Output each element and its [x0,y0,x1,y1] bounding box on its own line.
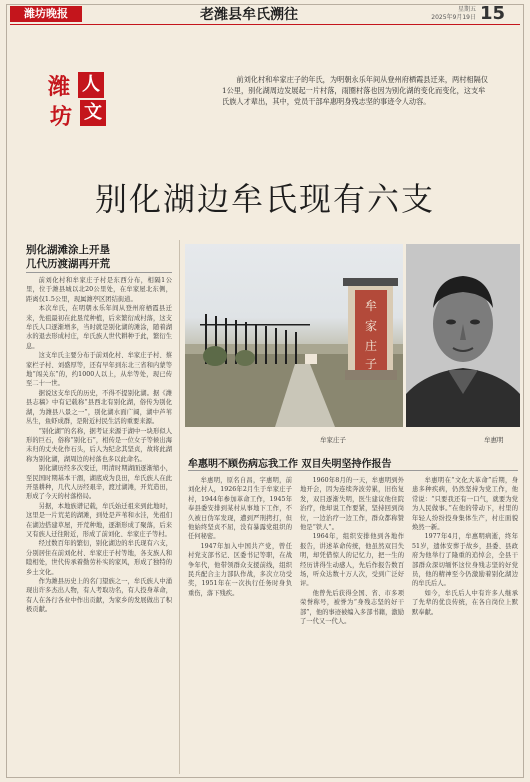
right-paragraph: 牟惠明，原名自昌，字惠明，前刘化村人，1926年2月生于牟家庄子村，1944年参加革命工作，1945年奉县委安排到某村从事地下工作，不久被日伪军发现，遭到严刑拷打，但他始终坚贞不屈，没有暴露党组织的任何秘密。 [188,477,292,541]
weekday: 星期五 [457,6,476,13]
left-article-body [26,276,172,774]
right-article-col-3 [412,476,518,774]
column-seal [48,70,138,130]
right-subhead: 牟惠明不顾伤病忘我工作 双目失明坚持作报告 [188,459,392,470]
header-rule [10,24,520,25]
sign-char-4: 子 [364,357,378,371]
right-subhead-rule [188,470,518,471]
left-paragraph: 作为潍县历史上的名门望族之一，牟氏族人中涌现出许多杰出人物，有人考取功名，有人投身革命，有人在各行各业中作出贡献，为家乡的发展做出了积极贡献。 [26,578,172,614]
sign-char-2: 家 [364,319,378,333]
seal-char-2: 人 [78,72,104,98]
seal-char-1: 潍 [48,74,71,100]
seal-char-4: 文 [80,100,106,126]
masthead-logo: 潍坊晚报 [10,6,82,22]
left-paragraph: 前刘化村和牟家庄子村是东西分布，相隔1公里，位于潍县城以北20公里处，在牟家屋北东侧，距离仅1.5公里，现属潍亭区团结街道。 [26,277,172,303]
right-paragraph: 1977年4月，牟惠明病逝，终年51岁，遗体安葬于故乡，县委、县政府为他举行了隆重的追悼会，全县干部群众深切缅怀这位身残志坚的好党员，他的精神至今仍激励着别化湖边的牟氏后人。 [412,533,518,588]
village-gate-illustration [185,244,403,427]
headline: 别化湖边牟氏现有六支 [94,180,435,218]
left-paragraph: 本次牟氏，在明朝永乐年间从登州府栖霞县迁来，先祖最初在此垦荒种植，后来繁衍成村落，这支牟氏人口逐渐增多，当时就是别化湖的滩涂，随着湖水的退去形成村庄，牟氏族人世代耕种于此，繁衍生息。 [26,305,172,350]
left-paragraph: 别化湖历经多次变迁，明清时期湖面逐渐缩小，至民国时期基本干涸，湖底成为良田，牟氏族人在此开垦耕种，几代人历经艰辛，渡过湖滩，开荒造田，形成了今天的村落格局。 [26,465,172,501]
village-gate-photo [185,244,403,427]
right-paragraph: 1947年加入中国共产党，曾任村党支部书记、区委书记等职，在战争年代，他带领群众支援前线，组织民兵配合主力部队作战，多次立功受奖，1951年在一次执行任务时身负重伤，落下残疾。 [188,542,292,597]
left-paragraph: 这支牟氏主要分布于前刘化村、牟家庄子村、蔡家栏子村、刘盛厚等，还有早年到东北三省和内蒙等地“闯关东”的，约1000人以上，从牟等处，现已传至二十一世。 [26,352,172,388]
portrait-illustration [406,244,520,427]
right-paragraph: 1960年8月的一天，牟惠明到外地开会，因为连续奔波劳累，旧伤复发，双目逐渐失明，医生建议他住院治疗，他却说工作要紧，坚持回到岗位，一边治疗一边工作，群众都称赞他是“铁人”。 [300,477,404,532]
sign-char-3: 庄 [364,339,378,353]
column-divider [179,240,180,774]
left-paragraph: 据说这支牟氏的历史，不得不提别化湖。据《潍县志稿》中有记载称“县西北有别化湖，俗传为别化湖，为潍县八景之一”，别化湖水面广阔，湖中芦苇丛生，鱼虾成群，是附近村民生活的重要来源。 [26,389,172,426]
right-paragraph: 他曾先后获得全国、省、市多项荣誉称号，被誉为“身残志坚的好干部”，他的事迹被编入多部书籍，激励了一代又一代人。 [300,589,404,626]
right-article-col-2 [300,476,404,774]
seal-char-3: 坊 [50,104,73,130]
right-paragraph: 如今，牟氏后人中有许多人继承了先辈的优良传统，在各自岗位上默默奉献。 [412,589,518,616]
page-title: 老潍县牟氏溯往 [200,7,298,23]
portrait-photo [406,244,520,427]
right-paragraph: 牟惠明在“文化大革命”后期，身患多种疾病，仍然坚持为党工作，他常说：“只要我还有一口气，就要为党为人民做事。”在他的带动下，村里的年轻人纷纷投身集体生产，村庄面貌焕然一新。 [412,477,518,532]
left-subhead-1: 别化湖滩涂上开垦 [26,244,110,256]
left-subhead-2: 几代历渡湖再开荒 [26,258,110,270]
page-number: 15 [480,3,506,24]
left-subhead-rule [26,272,172,273]
intro-paragraph: 前刘化村和牟家庄子的年氏，为明朝永乐年间从登州府栖霞县迁来，两村相隔仅1公里，别化湖周边发展起一片村落，雨圈村落也因为别化湖的变化而变化，这支牟氏族人才辈出，其中，党员干部牟惠明身残志坚的事迹令人动容。 [222,75,488,106]
right-article-col-1 [188,476,292,774]
left-paragraph: 另据，本地族谱记载，牟氏始迁祖来到此地时，这里是一片荒芜的湖滩，到处是芦苇和水洼，先祖们在湖边搭建草屋，开荒种地，逐渐形成了聚落，后来又有族人迁往附近，形成了前刘化、牟家庄子等村。 [26,502,172,538]
left-paragraph: 经过数百年的繁衍，别化湖边的牟氏现有六支，分别居住在前刘化村、牟家庄子村等地，各支族人和睦相处，世代传承着勤劳朴实的家风，形成了独特的乡土文化。 [26,540,172,576]
left-paragraph: “别化湖”的名称，据考证来源于湖中一块形似人形的巨石，俗称“别化石”，相传是一位女子等候出海未归的丈夫化作石头，后人为纪念其坚贞，故将此湖称为别化湖，湖周边的村落也多以此命名。 [26,427,172,463]
photo-caption-right: 牟惠明 [484,436,504,444]
photo-caption-left: 牟家庄子 [320,436,346,444]
issue-date: 2025年9月19日 [431,14,476,21]
right-paragraph: 1964年，组织安排他到各地作报告，讲述革命传统，他虽然双目失明，却凭借惊人的记忆力，把一生的经历讲得生动感人，先后作报告数百场，听众达数十万人次，受到广泛好评。 [300,533,404,588]
issue-meta [420,6,476,22]
sign-char-1: 牟 [364,299,378,313]
